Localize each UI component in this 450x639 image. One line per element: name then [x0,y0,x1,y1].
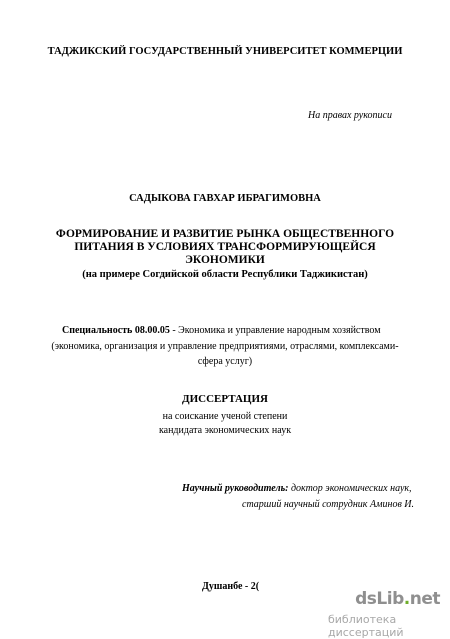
university-name: ТАДЖИКСКИЙ ГОСУДАРСТВЕННЫЙ УНИВЕРСИТЕТ КОММЕРЦИИ [47,46,403,57]
watermark-subtitle: библиотека диссертаций [328,613,404,639]
watermark-logo: dsLib.net [355,589,440,609]
supervisor-label: Научный руководитель: [182,483,289,494]
degree-line: кандидата экономических наук [158,425,292,436]
supervisor-line [182,483,412,494]
document-type: ДИССЕРТАЦИЯ [182,393,268,405]
title-line: ПИТАНИЯ В УСЛОВИЯХ ТРАНСФОРМИРУЮЩЕЙСЯ [74,241,376,253]
specialty-detail: (экономика, организация и управление предприятиями, отраслями, комплексами- [51,341,399,352]
title-line: ФОРМИРОВАНИЕ И РАЗВИТИЕ РЫНКА ОБЩЕСТВЕННОГО [55,228,395,240]
specialty-label: Специальность 08.00.05 [62,325,170,336]
title-subtitle: (на примере Согдийской области Республики Таджикистан) [82,269,368,280]
title-line: ЭКОНОМИКИ [185,254,265,266]
supervisor-degree: доктор экономических наук, [288,483,412,494]
city-year: Душанбе - 2( [202,581,260,592]
degree-line: на соискание ученой степени [162,411,288,422]
watermark [328,589,446,639]
specialty-detail: сфера услуг) [197,356,253,367]
specialty-line [62,325,381,336]
supervisor-name: старший научный сотрудник Аминов И. [242,499,415,510]
rights-note: На правах рукописи [308,110,392,121]
specialty-text: - Экономика и управление народным хозяйством [169,325,381,336]
author-name: САДЫКОВА ГАВХАР ИБРАГИМОВНА [129,193,321,204]
